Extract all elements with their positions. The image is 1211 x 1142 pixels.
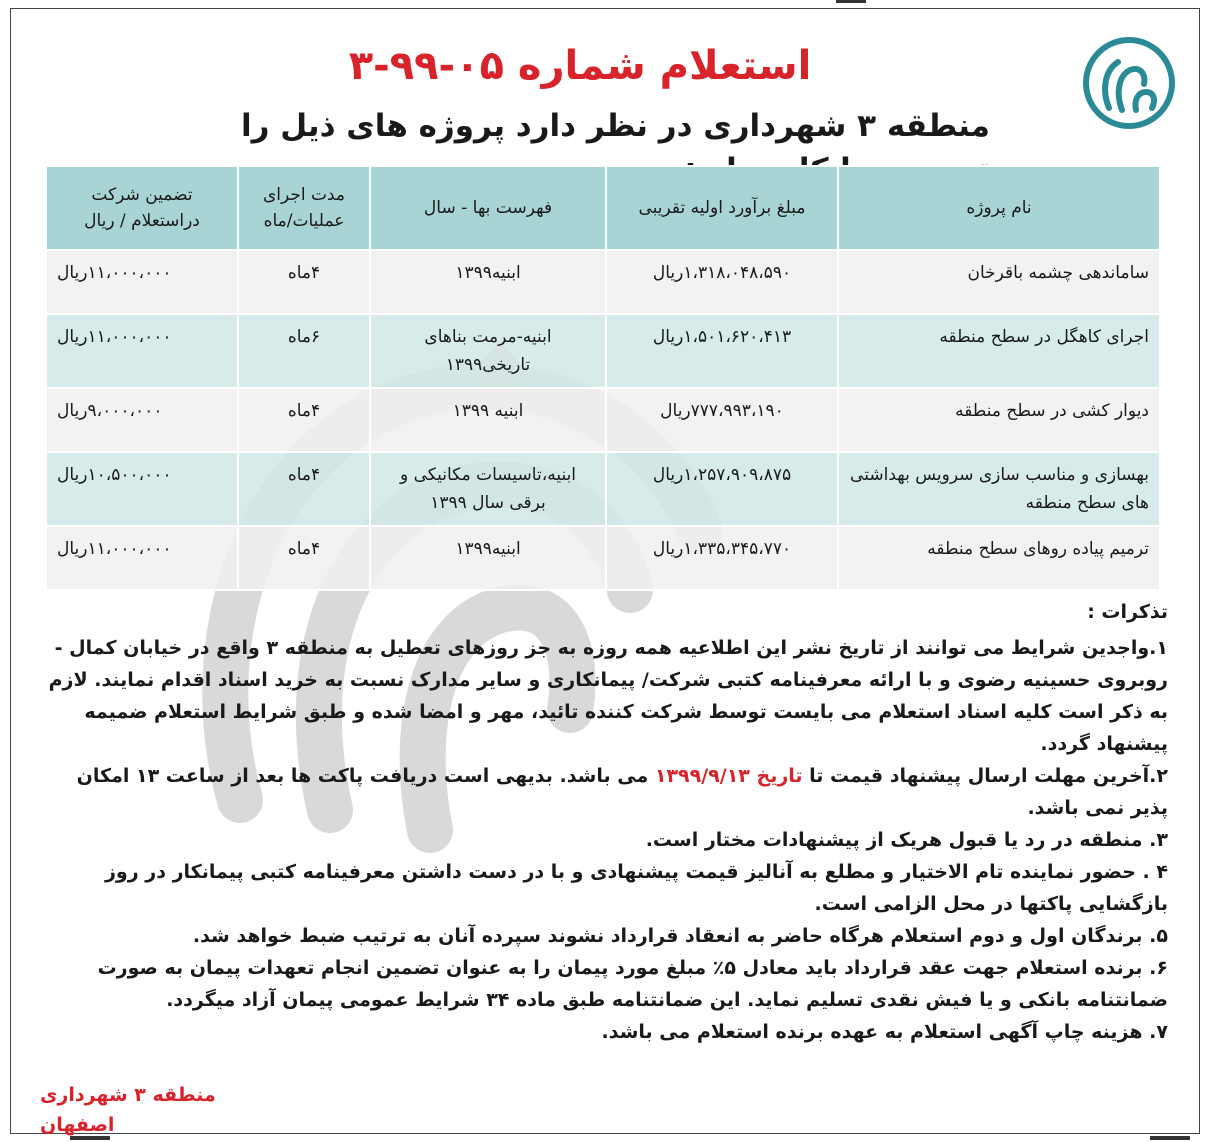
header-duration: مدت اجرای عملیات/ماه [238, 166, 370, 250]
cell-price-list: ابنیه،تاسیسات مکانیکی و برقی سال ۱۳۹۹ [370, 452, 606, 526]
header-estimated-amount: مبلغ برآورد اولیه تقریبی [606, 166, 838, 250]
table-row [46, 388, 1160, 452]
cell-duration: ۴ماه [238, 452, 370, 526]
signature: منطقه ۳ شهرداری اصفهان [40, 1084, 216, 1136]
note-2-before: ۲.آخرین مهلت ارسال پیشنهاد قیمت تا [802, 765, 1168, 787]
cell-guarantee: ۱۱،۰۰۰،۰۰۰ریال [46, 314, 238, 388]
note-2-deadline-date: تاریخ ۱۳۹۹/۹/۱۳ [654, 765, 803, 787]
note-7: ۷. هزینه چاپ آگهی استعلام به عهده برنده استعلام می باشد. [601, 1021, 1168, 1043]
table-row [46, 314, 1160, 388]
cell-guarantee: ۱۰،۵۰۰،۰۰۰ریال [46, 452, 238, 526]
cell-estimated-amount: ۱،۳۱۸،۰۴۸،۵۹۰ریال [606, 250, 838, 314]
crop-mark [1150, 1136, 1190, 1140]
table-row [46, 526, 1160, 590]
cell-estimated-amount: ۱،۳۳۵،۳۴۵،۷۷۰ریال [606, 526, 838, 590]
table-row [46, 452, 1160, 526]
projects-table [45, 165, 1161, 591]
table-row [46, 250, 1160, 314]
header-project-name: نام پروژه [838, 166, 1160, 250]
cell-guarantee: ۱۱،۰۰۰،۰۰۰ریال [46, 526, 238, 590]
cell-guarantee: ۱۱،۰۰۰،۰۰۰ریال [46, 250, 238, 314]
cell-estimated-amount: ۱،۲۵۷،۹۰۹،۸۷۵ریال [606, 452, 838, 526]
header-guarantee: تضمین شرکت دراستعلام / ریال [46, 166, 238, 250]
note-2 [40, 760, 1168, 824]
note-1: ۱.واجدین شرایط می توانند از تاریخ نشر این اطلاعیه همه روزه به جز روزهای تعطیل به منطقه ۳ واقع در خیابان کمال - روبروی حسینیه رضوی و با ارائه معرفینامه کتبی شرکت/ پیمانکاری و سایر مدارک نسبت به خرید اسناد اقدام نمایند. لازم به ذکر است کلیه اسناد استعلام می بایست توسط شرکت کننده تائید، مهر و امضا شده و طبق شرایط استعلام ضمیمه پیشنهاد گردد. [48, 637, 1168, 755]
cell-price-list: ابنیه-مرمت بناهای تاریخی۱۳۹۹ [370, 314, 606, 388]
note-5: ۵. برندگان اول و دوم استعلام هرگاه حاضر به انعقاد قرارداد نشوند سپرده آنان به ترتیب ضبط خواهد شد. [192, 925, 1168, 947]
cell-duration: ۴ماه [238, 526, 370, 590]
page-title: استعلام شماره ۰۵-۹۹-۳ [348, 43, 812, 89]
crop-mark [836, 0, 866, 3]
cell-estimated-amount: ۷۷۷،۹۹۳،۱۹۰ریال [606, 388, 838, 452]
cell-project-name: ساماندهی چشمه باقرخان [838, 250, 1160, 314]
cell-price-list: ابنیه۱۳۹۹ [370, 526, 606, 590]
page-subtitle: منطقه ۳ شهرداری در نظر دارد پروژه های ذیل را [241, 108, 990, 144]
municipality-logo-icon [1082, 36, 1176, 130]
cell-duration: ۴ماه [238, 388, 370, 452]
crop-mark [70, 1136, 110, 1140]
cell-price-list: ابنیه ۱۳۹۹ [370, 388, 606, 452]
note-3: ۳. منطقه در رد یا قبول هریک از پیشنهادات مختار است. [645, 829, 1168, 851]
header-price-list: فهرست بها - سال [370, 166, 606, 250]
notes-section [40, 596, 1168, 1048]
cell-duration: ۴ماه [238, 250, 370, 314]
note-2-after: می باشد. بدیهی است دریافت پاکت ها بعد از ساعت ۱۳ امکان پذیر نمی باشد. [76, 765, 1168, 819]
notes-heading: تذکرات : [1087, 601, 1168, 623]
note-4: ۴ . حضور نماینده تام الاختیار و مطلع به آنالیز قیمت پیشنهادی و با در دست داشتن معرفینامه کتبی پیمانکار در روز بازگشایی پاکتها در محل الزامی است. [104, 861, 1168, 915]
table-header-row [46, 166, 1160, 250]
cell-project-name: دیوار کشی در سطح منطقه [838, 388, 1160, 452]
cell-price-list: ابنیه۱۳۹۹ [370, 250, 606, 314]
cell-estimated-amount: ۱،۵۰۱،۶۲۰،۴۱۳ریال [606, 314, 838, 388]
cell-duration: ۶ماه [238, 314, 370, 388]
cell-project-name: ترمیم پیاده روهای سطح منطقه [838, 526, 1160, 590]
cell-project-name: بهسازی و مناسب سازی سرویس بهداشتی های سطح منطقه [838, 452, 1160, 526]
note-6: ۶. برنده استعلام جهت عقد قرارداد باید معادل ۵٪ مبلغ مورد پیمان را به عنوان تضمین انجام تعهدات پیمان به صورت ضمانتنامه بانکی و یا فیش نقدی تسلیم نماید. این ضمانتنامه طبق ماده ۳۴ شرایط عمومی پیمان آزاد میگردد. [97, 957, 1168, 1011]
cell-project-name: اجرای کاهگل در سطح منطقه [838, 314, 1160, 388]
cell-guarantee: ۹،۰۰۰،۰۰۰ریال [46, 388, 238, 452]
